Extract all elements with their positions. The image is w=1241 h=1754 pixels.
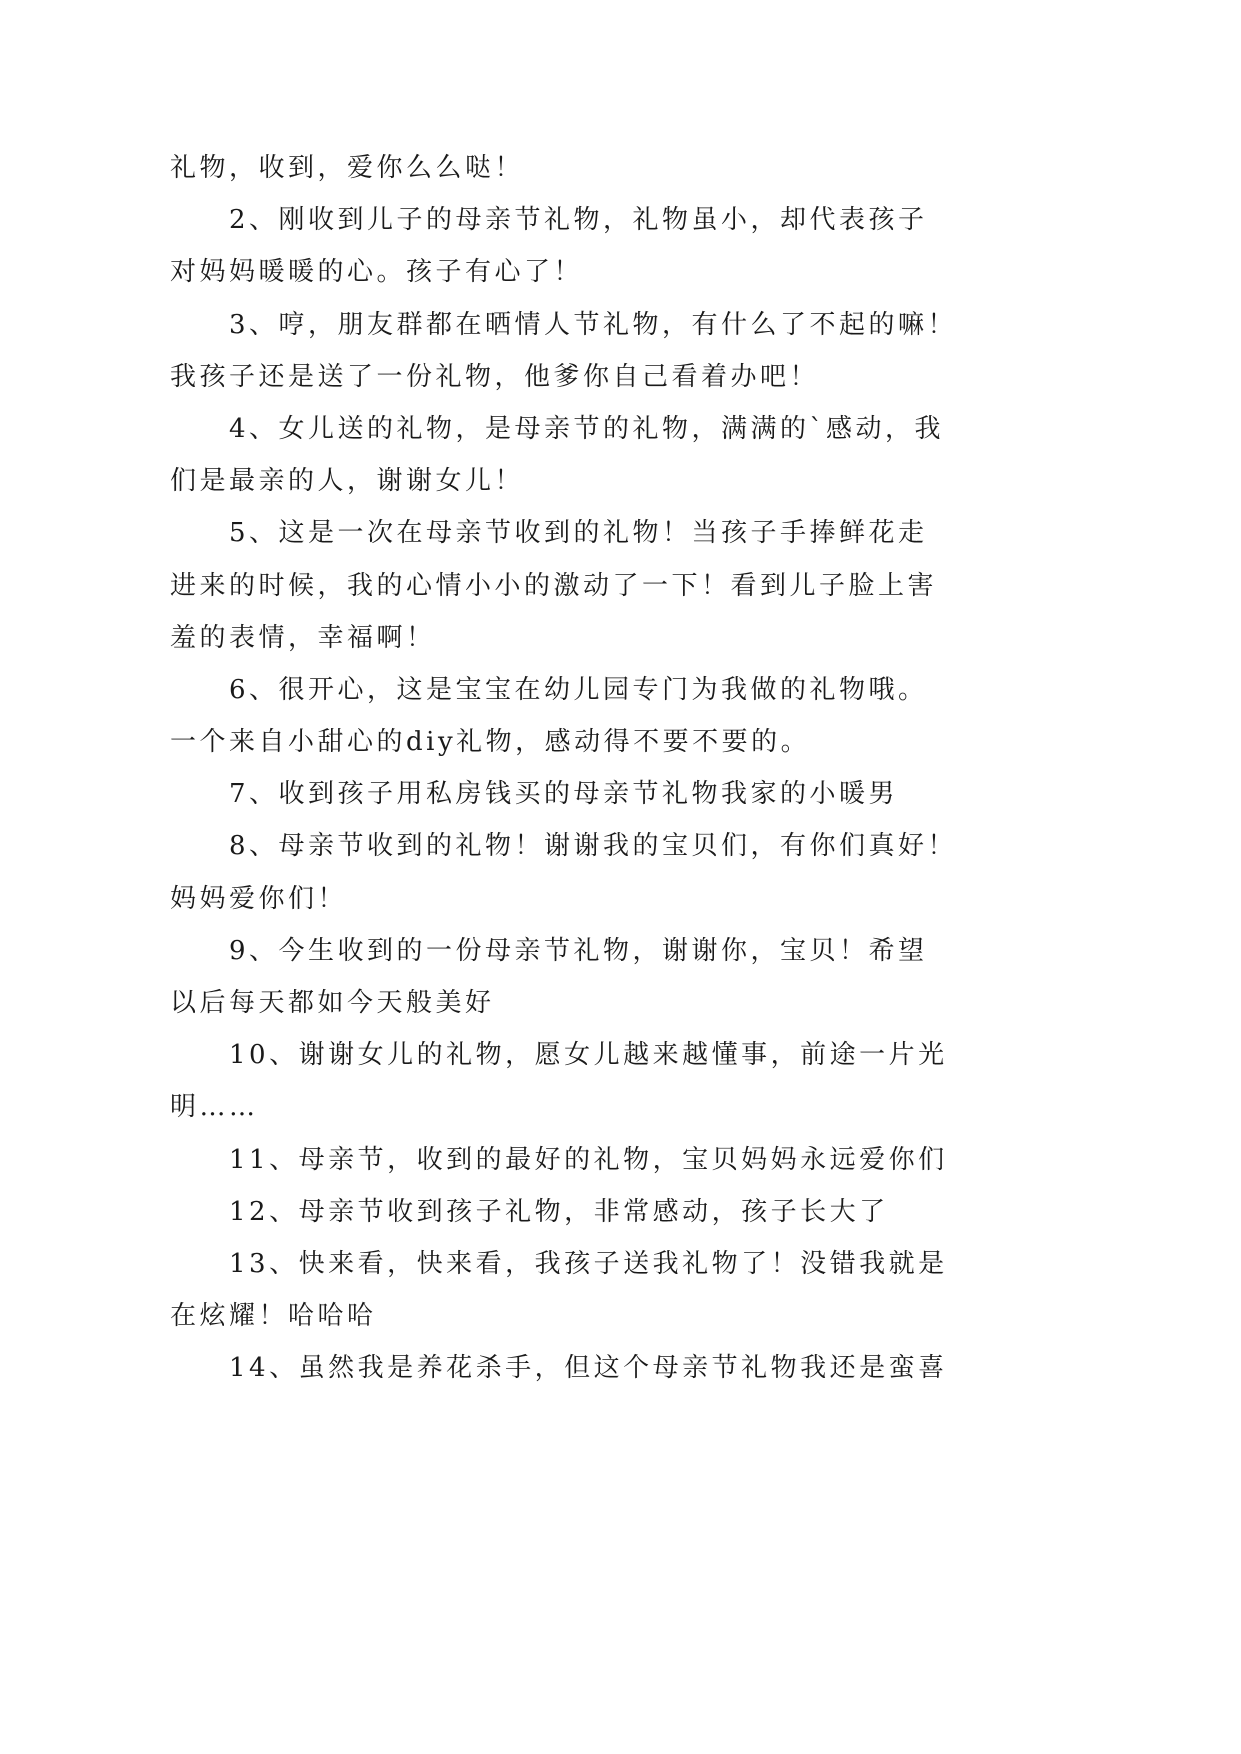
text-line: 4、女儿送的礼物，是母亲节的礼物，满满的`感动，我 bbox=[229, 413, 945, 444]
text-line: 在炫耀！哈哈哈 bbox=[170, 1301, 377, 1332]
list-item bbox=[170, 194, 1170, 298]
text-line: 对妈妈暖暖的心。孩子有心了！ bbox=[170, 257, 584, 288]
text-line: 妈妈爱你们！ bbox=[170, 883, 348, 914]
text-line: 羞的表情，幸福啊！ bbox=[170, 622, 436, 653]
list-item bbox=[170, 1029, 1170, 1133]
text-line: 8、母亲节收到的礼物！谢谢我的宝贝们，有你们真好！ bbox=[229, 831, 958, 862]
list-item bbox=[170, 664, 1170, 768]
list-item bbox=[170, 925, 1170, 1029]
text-line: 2、刚收到儿子的母亲节礼物，礼物虽小，却代表孩子 bbox=[229, 205, 928, 236]
list-item bbox=[170, 1342, 1170, 1394]
text-line: 13、快来看，快来看，我孩子送我礼物了！没错我就是 bbox=[229, 1248, 948, 1279]
list-item bbox=[170, 820, 1170, 924]
text-line: 7、收到孩子用私房钱买的母亲节礼物我家的小暖男 bbox=[229, 779, 899, 810]
text-line: 进来的时候，我的心情小小的激动了一下！看到儿子脸上害 bbox=[170, 570, 938, 601]
text-line: 14、虽然我是养花杀手，但这个母亲节礼物我还是蛮喜 bbox=[229, 1353, 948, 1384]
list-item bbox=[170, 1186, 1170, 1238]
text-line: 11、母亲节，收到的最好的礼物，宝贝妈妈永远爱你们 bbox=[229, 1144, 948, 1175]
text-line: 我孩子还是送了一份礼物，他爹你自己看着办吧！ bbox=[170, 361, 820, 392]
text-line: 3、哼，朋友群都在晒情人节礼物，有什么了不起的嘛！ bbox=[229, 309, 958, 340]
list-item bbox=[170, 1238, 1170, 1342]
list-item bbox=[170, 768, 1170, 820]
text-line: 12、母亲节收到孩子礼物，非常感动，孩子长大了 bbox=[229, 1196, 889, 1227]
document-body bbox=[170, 142, 1170, 1395]
text-line: 6、很开心，这是宝宝在幼儿园专门为我做的礼物哦。 bbox=[229, 674, 928, 705]
text-line: 们是最亲的人，谢谢女儿！ bbox=[170, 466, 525, 497]
text-line: 一个来自小甜心的diy礼物，感动得不要不要的。 bbox=[170, 727, 811, 758]
text-line: 明…… bbox=[170, 1092, 259, 1123]
text-line: 9、今生收到的一份母亲节礼物，谢谢你，宝贝！希望 bbox=[229, 935, 928, 966]
text-line: 5、这是一次在母亲节收到的礼物！当孩子手捧鲜花走 bbox=[229, 518, 928, 549]
text-line: 10、谢谢女儿的礼物，愿女儿越来越懂事，前途一片光 bbox=[229, 1040, 948, 1071]
continued-paragraph bbox=[170, 142, 1170, 194]
text-line: 以后每天都如今天般美好 bbox=[170, 988, 495, 1018]
list-item bbox=[170, 1134, 1170, 1186]
list-item bbox=[170, 507, 1170, 664]
list-item bbox=[170, 299, 1170, 403]
list-item bbox=[170, 403, 1170, 507]
text-line: 礼物，收到，爱你么么哒！ bbox=[170, 153, 525, 183]
